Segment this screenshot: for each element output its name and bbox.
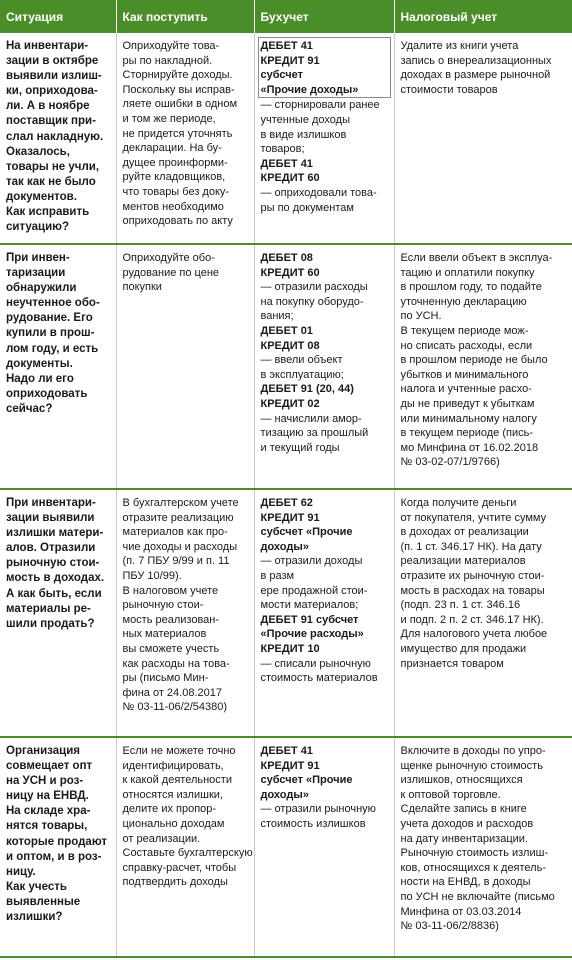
account-entry: ДЕБЕТ 01 [260,324,313,337]
account-entry: КРЕДИТ 91 [260,759,320,772]
situation-line: обнаружили [6,282,77,295]
action-line: от реализации. [122,832,201,845]
situation-line: зации выявили [6,512,95,525]
account-note: ры по документам [260,201,354,214]
action-line: не придется уточнять [122,127,233,140]
account-entry: ДЕБЕТ 08 [260,252,313,264]
account-entry: КРЕДИТ 91 [260,54,320,67]
situation-line: шили продать? [6,617,95,630]
situation-line: На инвентари- [6,40,89,52]
tax-line: и подп. 2 п. 2 ст. 346.17 НК). [400,613,544,626]
situation-cell [0,244,116,489]
tax-line: запись о внереализационных [400,54,552,67]
tax-line: Сделайте запись в книге [400,803,527,816]
situation-line: и оптом, и в роз- [6,850,102,863]
situation-cell [0,33,116,244]
account-note: — начислили амор- [260,412,362,425]
tax-cell [394,489,572,737]
situation-line: лом году, и есть [6,342,99,355]
situation-line: ситуацию? [6,221,70,234]
tax-cell [394,737,572,957]
action-line: чие доходы и расходы [122,540,238,553]
situation-line: При инвен- [6,252,70,264]
action-line: Сторнируйте доходы. [122,69,233,82]
account-note: товаров; [260,143,305,156]
tax-line: мость в расходах на товары [400,584,545,597]
account-entry: ДЕБЕТ 41 [260,157,313,170]
account-entry: субсчет «Прочие [260,774,353,787]
situation-line: нятся товары, [6,820,88,833]
account-entry: КРЕДИТ 60 [260,172,320,185]
tax-line: излишков, относящихся [400,774,523,787]
action-line: Составьте бухгалтерскую [122,847,253,860]
action-line: материалов как про- [122,526,228,539]
situation-line: ницу на ЕНВД. [6,790,89,803]
tax-line: Минфина от 03.03.2014 [400,905,522,918]
tax-line: налога и учтенные расхо- [400,383,532,396]
account-note: мости материалов; [260,599,359,612]
tax-line: по УСН. [400,310,442,323]
action-line: идентифицировать, [122,759,224,772]
action-line: как расходы на това- [122,657,230,670]
account-note: в виде излишков [260,128,347,141]
tax-line: признается товаром [400,657,504,670]
action-line: рудование по цене [122,266,220,279]
account-note: — списали рыночную [260,657,371,670]
account-entry: ДЕБЕТ 41 [260,745,313,757]
tax-line: В текущем периоде мож- [400,324,529,337]
action-line: относятся излишки, [122,788,223,801]
situation-line: ли. А в ноябре [6,100,90,113]
situation-line: При инвентари- [6,497,96,509]
situation-line: выявили излиш- [6,70,102,83]
tax-line: убытков и минимального [400,368,529,381]
action-line: Поскольку вы исправ- [122,83,235,96]
action-line: В бухгалтерском учете [122,497,239,509]
tax-line: № 03-02-07/1/9766) [400,456,500,469]
account-entry: КРЕДИТ 91 [260,511,320,524]
accounting-cell [254,33,394,244]
situation-line: ницу. [6,865,36,878]
action-cell [116,489,254,737]
action-line: руйте кладовщиков, [122,171,226,184]
action-line: мость реализован- [122,613,220,626]
tax-line: Для налогового учета любое [400,628,548,641]
account-note: тизацию за прошлый [260,427,369,440]
situation-line: рудование. Его [6,312,93,325]
tax-line: уточненную декларацию [400,295,527,308]
situation-line: излишки? [6,911,63,924]
action-line: Если не можете точно [122,745,236,757]
tax-line: но списать расходы, если [400,339,533,352]
header-tax: Налоговый учет [394,0,572,33]
situation-line: Как исправить [6,206,90,219]
situation-line: А как быть, если [6,587,102,600]
action-cell [116,33,254,244]
situation-line: товары не учли, [6,160,100,173]
table-row [0,244,572,489]
action-line: фина от 24.08.2017 [122,686,222,699]
account-note: вания; [260,310,294,323]
situation-line: поставщик при- [6,115,96,128]
account-note: ере продажной стои- [260,584,368,597]
action-cell [116,737,254,957]
action-line: В налоговом учете [122,584,219,597]
tax-line: ков, относящихся к деятель- [400,861,546,874]
action-line: № 03-11-06/2/54380) [122,701,228,714]
action-line: делите их пропор- [122,803,217,816]
account-entry: КРЕДИТ 08 [260,339,320,352]
account-entry: «Прочие расходы» [260,628,364,641]
accounting-cell [254,244,394,489]
action-line: ционально доходам [122,817,225,830]
situation-line: сейчас? [6,402,53,415]
action-line: рыночную стои- [122,599,204,612]
action-line: Оприходуйте това- [122,40,220,52]
situation-line: Надо ли его [6,372,74,385]
tax-line: в прошлом году, то подайте [400,281,542,294]
action-line: оприходовать по акту [122,215,233,228]
account-entry: КРЕДИТ 02 [260,397,320,410]
header-situation: Ситуация [0,0,116,33]
situation-line: документы. [6,357,73,370]
tax-line: от покупателя, учтите сумму [400,511,547,524]
action-line: отразите реализацию [122,511,234,524]
action-line: Оприходуйте обо- [122,252,215,264]
tax-cell [394,33,572,244]
account-note: на покупку оборудо- [260,295,364,308]
account-note: в эксплуатацию; [260,368,344,381]
highlighted-entry [258,37,391,98]
account-entry: ДЕБЕТ 91 субсчет [260,613,359,626]
situation-line: которые продают [6,835,107,848]
situation-line: Организация [6,745,80,757]
account-entry: ДЕБЕТ 41 [260,40,313,52]
action-line: декларации. На бу- [122,142,222,155]
situation-line: Как учесть [6,880,67,893]
situation-line: зации в октябре [6,55,99,68]
tax-line: Когда получите деньги [400,497,517,509]
situation-line: совмещает опт [6,760,93,773]
tax-line: тацию и оплатили покупку [400,266,535,279]
accounting-cell [254,489,394,737]
account-note: учтенные доходы [260,113,350,126]
accounting-cell [254,737,394,957]
action-line: вы сможете учесть [122,642,220,655]
account-entry: субсчет [260,69,303,82]
action-cell [116,244,254,489]
action-line: справку-расчет, чтобы [122,861,237,874]
tax-line: Рыночную стоимость излиш- [400,847,549,860]
account-note: — отразили расходы [260,281,368,294]
tax-line: (подп. 23 п. 1 ст. 346.16 [400,599,521,612]
account-entry: субсчет «Прочие [260,526,353,539]
action-line: что товары без доку- [122,185,230,198]
situation-line: так как не было [6,175,96,188]
action-line: дущее проинформи- [122,156,228,169]
tax-line: (п. 1 ст. 346.17 НК). На дату [400,540,542,553]
situation-line: Оказалось, [6,145,70,158]
tax-line: или минимальному налогу [400,412,537,425]
action-line: ПБУ 10/99). [122,569,182,582]
tax-line: имущество для продажи [400,642,527,655]
account-note: в разм [260,569,295,582]
account-note: — отразили доходы [260,555,363,568]
tax-line: в прошлом периоде не было [400,354,548,367]
action-line: подтвердить доходы [122,876,228,889]
situation-line: алов. Отразили [6,542,96,555]
header-accounting: Бухучет [254,0,394,33]
situation-line: ки, оприходова- [6,85,98,98]
account-entry: ДЕБЕТ 62 [260,497,313,509]
situation-line: выявленные [6,895,81,908]
table-row [0,489,572,737]
action-line: к какой деятельности [122,774,232,787]
account-entry: КРЕДИТ 10 [260,642,320,655]
situation-line: рыночную стои- [6,557,100,570]
table-row [0,737,572,957]
situation-line: купили в прош- [6,327,95,340]
tax-line: № 03-11-06/2/8836) [400,920,499,933]
situation-line: документов. [6,190,77,203]
account-note: — ввели объект [260,354,343,367]
account-note: — сторнировали ранее [260,99,380,112]
tax-line: ности на ЕНВД, в доходы [400,876,531,889]
account-note: стоимость излишков [260,817,366,830]
header-row [0,0,572,33]
action-line: ры (письмо Мин- [122,672,209,685]
account-entry: «Прочие доходы» [260,83,359,96]
account-entry: доходы» [260,540,309,553]
situation-line: излишки матери- [6,527,104,540]
account-note: — оприходовали това- [260,186,377,199]
tax-line: Включите в доходы по упро- [400,745,546,757]
action-line: ляете ошибки в одном [122,98,238,111]
header-action: Как поступить [116,0,254,33]
situation-line: таризации [6,267,66,280]
account-note: стоимость материалов [260,672,378,685]
action-line: ры по накладной. [122,54,213,67]
account-note: и текущий годы [260,441,340,454]
action-line: (п. 7 ПБУ 9/99 и п. 11 [122,555,230,568]
tax-line: доходах в размере рыночной [400,69,551,82]
account-entry: ДЕБЕТ 91 (20, 44) [260,383,354,396]
account-entry: КРЕДИТ 60 [260,266,320,279]
tax-line: щенке рыночную стоимость [400,759,543,772]
tax-line: мо Минфина от 16.02.2018 [400,441,539,454]
situation-cell [0,737,116,957]
situation-line: слал накладную. [6,130,104,143]
account-entry: доходы» [260,788,309,801]
tax-line: на дату инвентаризации. [400,832,528,845]
account-note: — отразили рыночную [260,803,376,816]
tax-line: Если ввели объект в эксплуа- [400,252,553,264]
tax-line: в текущем периоде (пись- [400,427,533,440]
action-line: и том же периоде, [122,112,216,125]
tax-line: ды не приведут к убыткам [400,397,535,410]
situation-line: материалы ре- [6,602,91,615]
tax-line: отразите их рыночную стои- [400,569,545,582]
action-line: ных материалов [122,628,207,641]
tax-line: в доходах от реализации [400,526,529,539]
situation-line: на УСН и роз- [6,775,84,788]
tax-line: стоимости товаров [400,83,498,96]
table-row [0,33,572,244]
situation-line: мость в доходах. [6,572,105,585]
tax-line: Удалите из книги учета [400,40,519,52]
situation-line: неучтенное обо- [6,297,100,310]
situation-line: оприходовать [6,387,88,400]
tax-line: учета доходов и расходов [400,817,534,830]
tax-line: к оптовой торговле. [400,788,501,801]
action-line: покупки [122,281,162,294]
situation-cell [0,489,116,737]
tax-line: реализации материалов [400,555,526,568]
tax-cell [394,244,572,489]
situation-line: На складе хра- [6,805,91,818]
tax-line: по УСН не включайте (письмо [400,890,555,903]
action-line: ментов необходимо [122,200,224,213]
